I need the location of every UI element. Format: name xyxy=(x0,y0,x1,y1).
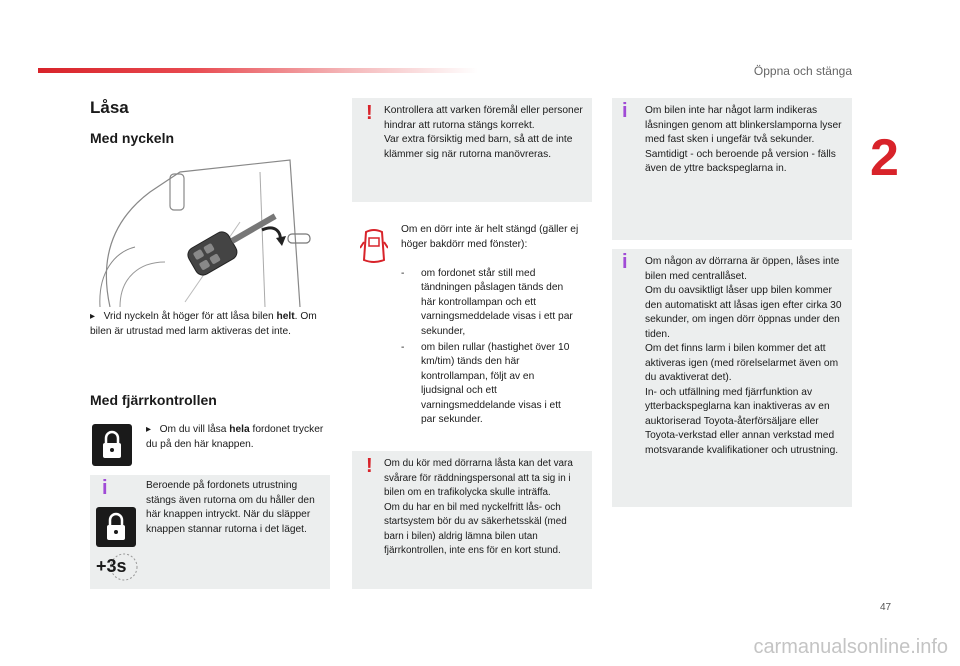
remote-info-text: Beroende på fordonets utrustning stängs även rutorna om du håller den här knappen intryckt. När du släpper knappen stannar rutorna i det läget. xyxy=(146,480,315,535)
door-item-2: - om bilen rullar (hastighet över 10 km/tim) tänds den här kontrollampan, följt av en ljudsignal och ett varningsmeddelande visas i ett par sekunder. xyxy=(401,326,591,442)
chapter-number: 2 xyxy=(870,129,899,187)
info-icon: i xyxy=(102,477,108,499)
info-box-no-alarm xyxy=(612,98,852,240)
watermark: carmanualsonline.info xyxy=(753,636,948,658)
info-icon: i xyxy=(622,251,628,273)
remote-step: ▸ Om du vill låsa hela fordonet trycker du på den här knappen. xyxy=(146,424,324,450)
car-door-open-icon xyxy=(360,228,388,264)
section-title: Öppna och stänga xyxy=(753,64,852,78)
warning-text: Om du kör med dörrarna låsta kan det vara svårare för räddningspersonal att ta sig in i bilen om en trafikolycka skulle inträffa. Om du har en bil med nyckelfritt lås- och startsystem bör du av säkerhetsskäl (med barn i bilen) aldrig lämna bilen utan fjärrkontrollen, inte ens för en kort stund. xyxy=(384,458,573,556)
info-text: Om någon av dörrarna är öppen, låses inte bilen med centrallåset. Om du oavsiktligt låser upp bilen kommer den automatiskt att låsas igen efter cirka 30 sekunder, om ingen dörr öppnas under den tiden. Om det finns larm i bilen kommer det att aktiveras igen (med rörelselarmet även om du avaktiverat det). In- och utfällning med fjärrfunktion av ytterbackspeglarna kan inaktiveras av en auktoriserad Toyota-återförsäljare eller Toyota-verkstad eller annan verkstad med motsvarande kvalifikationer och utrustning. xyxy=(645,256,842,456)
bullet-icon: ▸ xyxy=(90,311,96,322)
warning-icon: ! xyxy=(366,455,373,477)
warning-icon: ! xyxy=(366,102,373,124)
dash-marker: - xyxy=(401,267,405,279)
dash-marker: - xyxy=(401,341,405,353)
warning-box-locked-doors xyxy=(352,451,592,589)
door-intro: Om en dörr inte är helt stängd (gäller ej höger bakdörr med fönster): xyxy=(401,224,579,250)
page-number: 47 xyxy=(880,602,892,613)
timer-label: +3s xyxy=(96,556,127,576)
key-note: Om bilen är utrustad med larm aktiveras det inte. xyxy=(90,311,317,337)
info-icon: i xyxy=(622,100,628,122)
car-door-key-icon xyxy=(90,152,330,307)
key-section-heading: Med nyckeln xyxy=(90,130,175,146)
warning-text: Kontrollera att varken föremål eller personer hindrar att rutorna stängs korrekt. Var extra försiktig med barn, så att de inte klämmer sig när rutorna manövreras. xyxy=(384,105,583,160)
car-key-illustration xyxy=(90,152,330,307)
lock-button-icon xyxy=(96,507,136,547)
bullet-icon: ▸ xyxy=(146,424,152,435)
key-step: ▸ Vrid nyckeln åt höger för att låsa bilen helt. Om bilen är utrustad med larm aktiveras det inte. xyxy=(90,311,317,337)
info-text: Om bilen inte har något larm indikeras låsningen genom att blinkerslamporna lyser med fast sken i ungefär två sekunder. Samtidigt - och beroende på version - fälls även de yttre backspeglarna in. xyxy=(645,105,842,174)
page-title: Låsa xyxy=(90,98,129,117)
remote-lock-button-icon xyxy=(92,424,132,466)
door-item-1: - om fordonet står still med tändningen påslagen tänds den här kontrollampan och ett varningsmeddelade visas i ett par sekunder, xyxy=(401,252,591,354)
door-warning-lamp-icon xyxy=(360,228,388,264)
info-box-central-lock xyxy=(612,249,852,507)
warning-box-windows xyxy=(352,98,592,202)
lock-icon xyxy=(92,424,132,466)
header-accent-bar xyxy=(38,68,478,73)
remote-info-box xyxy=(90,475,330,589)
timer-icon xyxy=(96,551,140,583)
remote-section-heading: Med fjärrkontrollen xyxy=(90,392,217,408)
lock-icon xyxy=(96,507,136,547)
